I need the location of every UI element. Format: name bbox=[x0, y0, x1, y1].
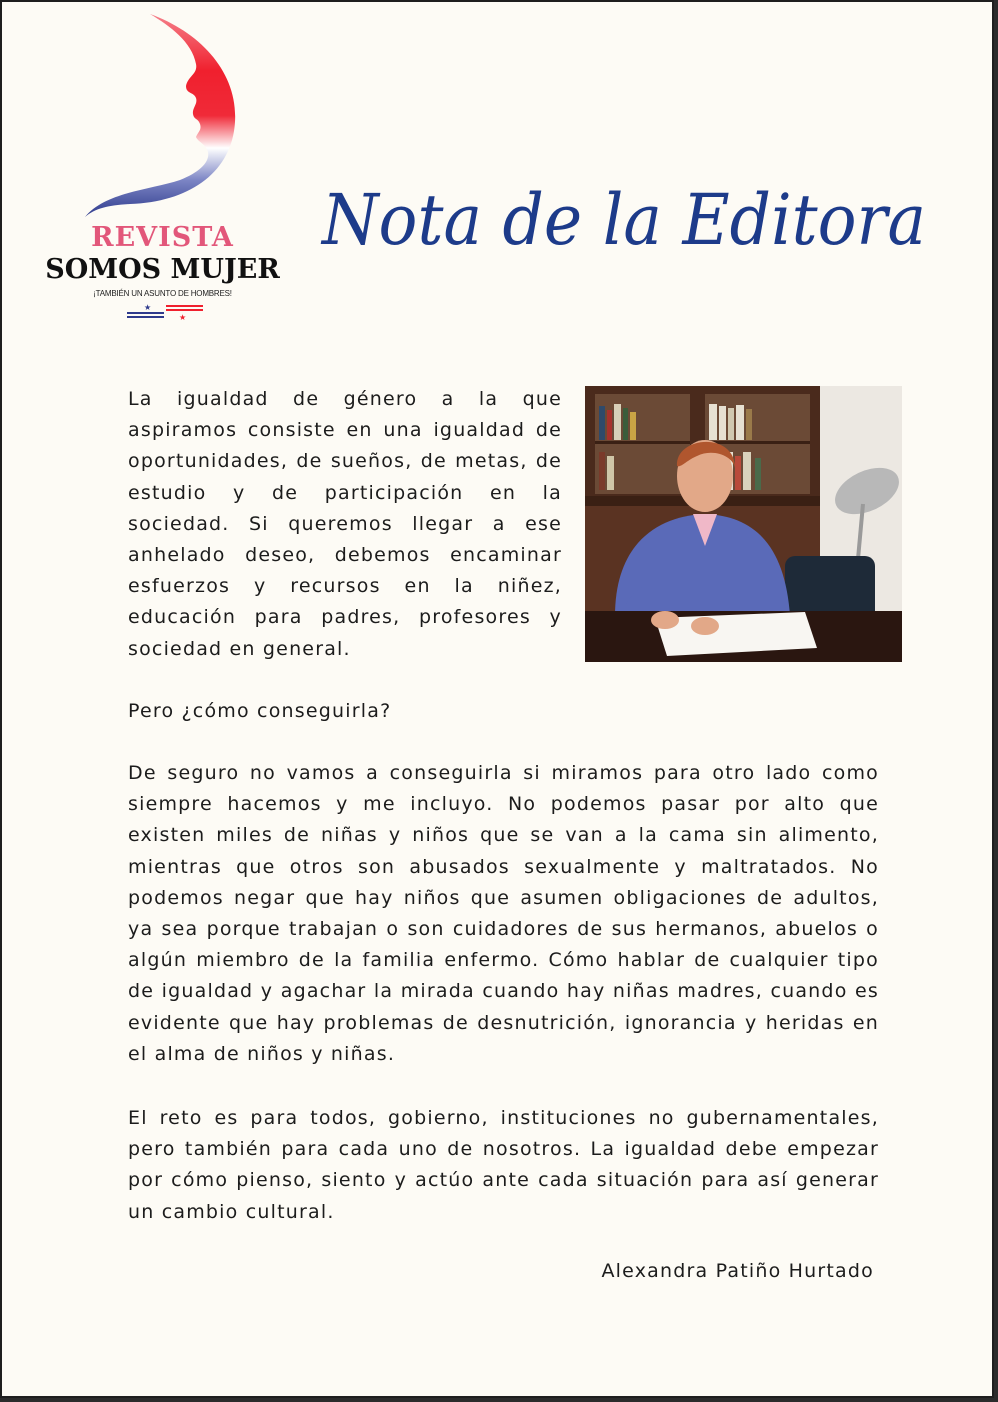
svg-text:★: ★ bbox=[179, 313, 187, 322]
article-paragraph-1: La igualdad de género a la que aspiramos consiste en una igualdad de oportunidades, de sueños, de metas, de estudio y de participación en la sociedad. Si queremos llegar a ese anhelado deseo, debemos encaminar esfuerzos y recursos en la niñez, educación para padres, profesores y sociedad en general. bbox=[128, 388, 562, 660]
author-signature: Alexandra Patiño Hurtado bbox=[601, 1260, 874, 1282]
logo-word-revista: REVISTA bbox=[91, 222, 234, 253]
logo-word-somos-mujer: SOMOS MUJER bbox=[45, 254, 280, 285]
article-paragraph-3: De seguro no vamos a conseguirla si miramos para otro lado como siempre hacemos y me incluyo. No podemos pasar por alto que existen miles de niñas y niños que se van a la cama sin alimento, mientras que otros son abusados sexualmente y maltratados. No podemos negar que hay niños que asumen obligaciones de adultos, ya sea porque trabajan o son cuidadores de sus hermanos, abuelos o algún miembro de la familia enfermo. Cómo hablar de cualquier tipo de igualdad y agachar la mirada cuando hay niñas madres, cuando es evidente que hay problemas de desnutrición, ignorancia y heridas en el alma de niños y niñas. bbox=[128, 762, 879, 1065]
editor-photo bbox=[585, 386, 902, 662]
page-title bbox=[320, 152, 970, 272]
svg-text:★: ★ bbox=[144, 303, 152, 312]
magazine-logo bbox=[40, 12, 290, 332]
article-paragraph-4: El reto es para todos, gobierno, instituciones no gubernamentales, pero también para cada uno de nosotros. La igualdad debe empezar por cómo pienso, siento y actúo ante cada situación para así generar un cambio cultural. bbox=[128, 1107, 879, 1223]
woman-profile-logo-icon bbox=[80, 12, 250, 227]
logo-tagline: ¡TAMBIÉN UN ASUNTO DE HOMBRES! bbox=[93, 289, 232, 298]
svg-text:Nota de la Editora: Nota de la Editora bbox=[320, 179, 926, 261]
article-paragraph-2: Pero ¿cómo conseguirla? bbox=[128, 700, 392, 722]
flag-stripes-icon bbox=[127, 302, 203, 322]
